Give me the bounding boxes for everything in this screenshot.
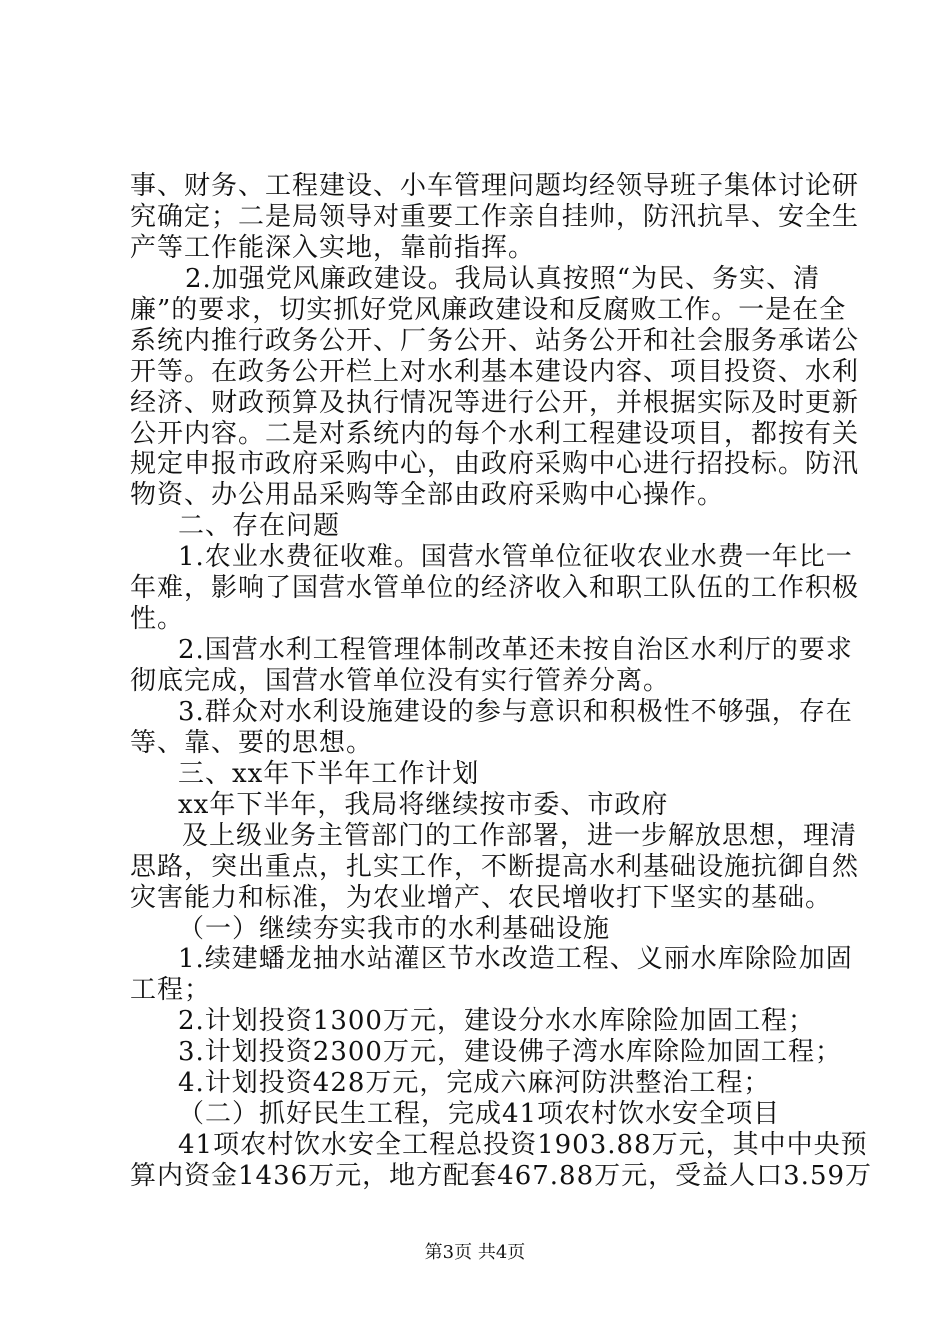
text-line: 41项农村饮水安全工程总投资1903.88万元，其中中央预 [178, 1130, 868, 1160]
text-line: 4.计划投资428万元，完成六麻河防洪整治工程； [178, 1068, 771, 1098]
subsection-heading: （一）继续夯实我市的水利基础设施 [178, 914, 611, 944]
text-line: 究确定；二是局领导对重要工作亲自挂帅，防汛抗旱、安全生 [130, 202, 860, 232]
text-line: 系统内推行政务公开、厂务公开、站务公开和社会服务承诺公 [130, 326, 860, 356]
section-heading: 二、存在问题 [178, 511, 341, 541]
text-line: 2.国营水利工程管理体制改革还未按自治区水利厅的要求 [178, 635, 853, 665]
text-line: 廉”的要求，切实抓好党风廉政建设和反腐败工作。一是在全 [130, 295, 847, 325]
text-line: 等、靠、要的思想。 [130, 728, 374, 758]
text-line: 产等工作能深入实地，靠前指挥。 [130, 233, 536, 263]
text-line: 及上级业务主管部门的工作部署，进一步解放思想，理清 [182, 821, 858, 851]
text-line: 物资、办公用品采购等全部由政府采购中心操作。 [130, 480, 725, 510]
text-line: 思路，突出重点，扎实工作，不断提高水利基础设施抗御自然 [130, 852, 860, 882]
text-line: 规定申报市政府采购中心，由政府采购中心进行招投标。防汛 [130, 449, 860, 479]
text-line: 公开内容。二是对系统内的每个水利工程建设项目，都按有关 [130, 419, 860, 449]
section-heading: 三、xx年下半年工作计划 [178, 759, 480, 789]
text-line: 灾害能力和标准，为农业增产、农民增收打下坚实的基础。 [130, 883, 833, 913]
text-line: 工程； [130, 975, 212, 1005]
subsection-heading: （二）抓好民生工程，完成41项农村饮水安全项目 [178, 1099, 781, 1129]
text-line: 年难，影响了国营水管单位的经济收入和职工队伍的工作积极 [130, 573, 860, 603]
text-line: 开等。在政务公开栏上对水利基本建设内容、项目投资、水利 [130, 357, 860, 387]
page-number: 第3页 共4页 [424, 1242, 526, 1263]
text-line: xx年下半年，我局将继续按市委、市政府 [178, 790, 669, 820]
text-line: 彻底完成，国营水管单位没有实行管养分离。 [130, 666, 671, 696]
text-line: 3.群众对水利设施建设的参与意识和积极性不够强，存在 [178, 697, 853, 727]
text-line: 经济、财政预算及执行情况等进行公开，并根据实际及时更新 [130, 388, 860, 418]
text-line: 算内资金1436万元，地方配套467.88万元，受益人口3.59万 [130, 1161, 873, 1191]
text-line: 2.计划投资1300万元，建设分水水库除险加固工程； [178, 1006, 815, 1036]
text-line: 1.农业水费征收难。国营水管单位征收农业水费一年比一 [178, 542, 853, 572]
text-line: 3.计划投资2300万元，建设佛子湾水库除险加固工程； [178, 1037, 842, 1067]
text-line: 2.加强党风廉政建设。我局认真按照“为民、务实、清 [185, 264, 821, 294]
text-line: 事、财务、工程建设、小车管理问题均经领导班子集体讨论研 [130, 171, 860, 201]
text-line: 1.续建蟠龙抽水站灌区节水改造工程、义丽水库除险加固 [178, 944, 853, 974]
text-line: 性。 [130, 604, 185, 634]
